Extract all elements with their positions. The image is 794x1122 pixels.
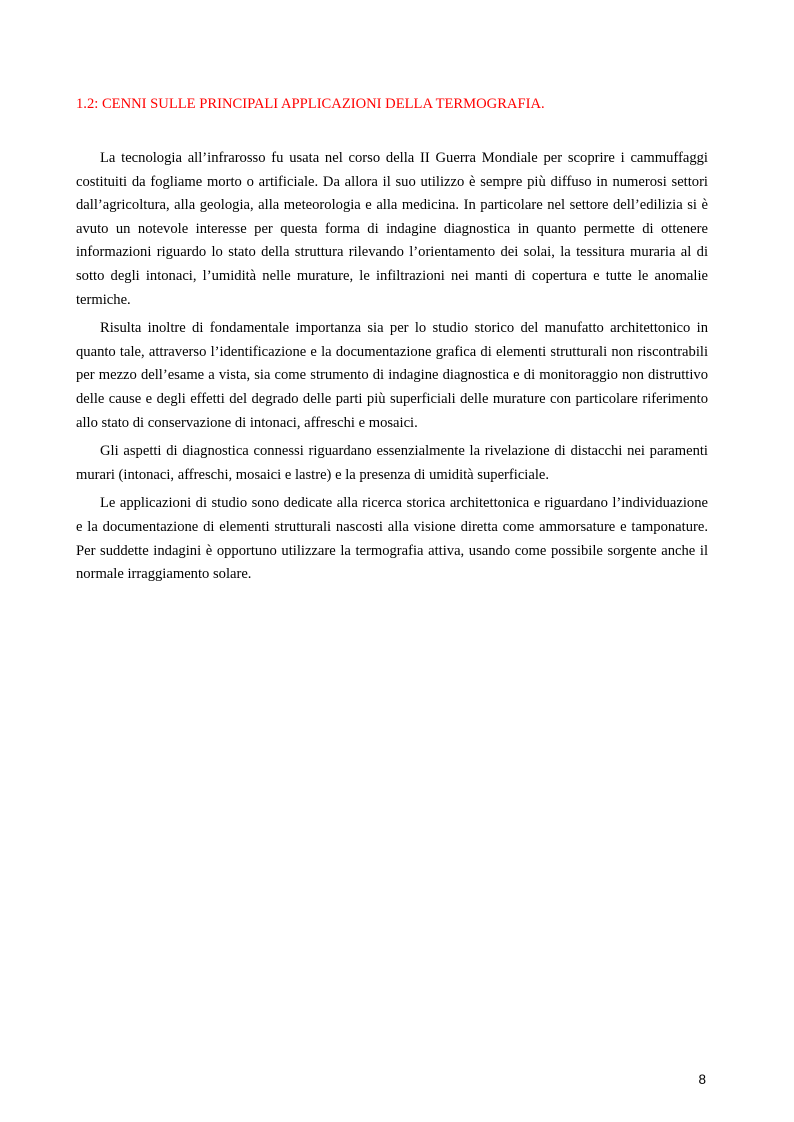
page-number: 8 (698, 1072, 706, 1087)
paragraph-4: Le applicazioni di studio sono dedicate alla ricerca storica architettonica e riguardano l’individuazione e la documentazione di elementi strutturali nascosti alla visione diretta come ammorsature e tamponature. Per suddette indagini è opportuno utilizzare la termografia attiva, usando come possibile sorgente anche il normale irraggiamento solare. (76, 495, 708, 583)
body-text (76, 147, 708, 592)
paragraph-2: Risulta inoltre di fondamentale importanza sia per lo studio storico del manufatto architettonico in quanto tale, attraverso l’identificazione e la documentazione grafica di elementi strutturali non riscontrabili per mezzo dell’esame a vista, sia come strumento di indagine diagnostica e di monitoraggio non distruttivo delle cause e degli effetti del degrado delle parti più superficiali delle murature con particolare riferimento allo stato di conservazione di intonaci, affreschi e mosaici. (76, 320, 708, 431)
section-heading: 1.2: CENNI SULLE PRINCIPALI APPLICAZIONI DELLA TERMOGRAFIA. (76, 96, 545, 112)
paragraph-1: La tecnologia all’infrarosso fu usata nel corso della II Guerra Mondiale per scoprire i cammuffaggi costituiti da fogliame morto o artificiale. Da allora il suo utilizzo è sempre più diffuso in numerosi settori dall’agricoltura, alla geologia, alla meteorologia e alla medicina. In particolare nel settore dell’edilizia si è avuto un notevole interesse per questa forma di indagine diagnostica in quanto permette di ottenere informazioni riguardo lo stato della struttura rilevando l’orientamento dei solai, la tessitura muraria al di sotto degli intonaci, l’umidità nelle murature, le infiltrazioni nei manti di copertura e tutte le anomalie termiche. (76, 150, 708, 308)
paragraph-3: Gli aspetti di diagnostica connessi riguardano essenzialmente la rivelazione di distacchi nei paramenti murari (intonaci, affreschi, mosaici e lastre) e la presenza di umidità superficiale. (76, 443, 708, 483)
